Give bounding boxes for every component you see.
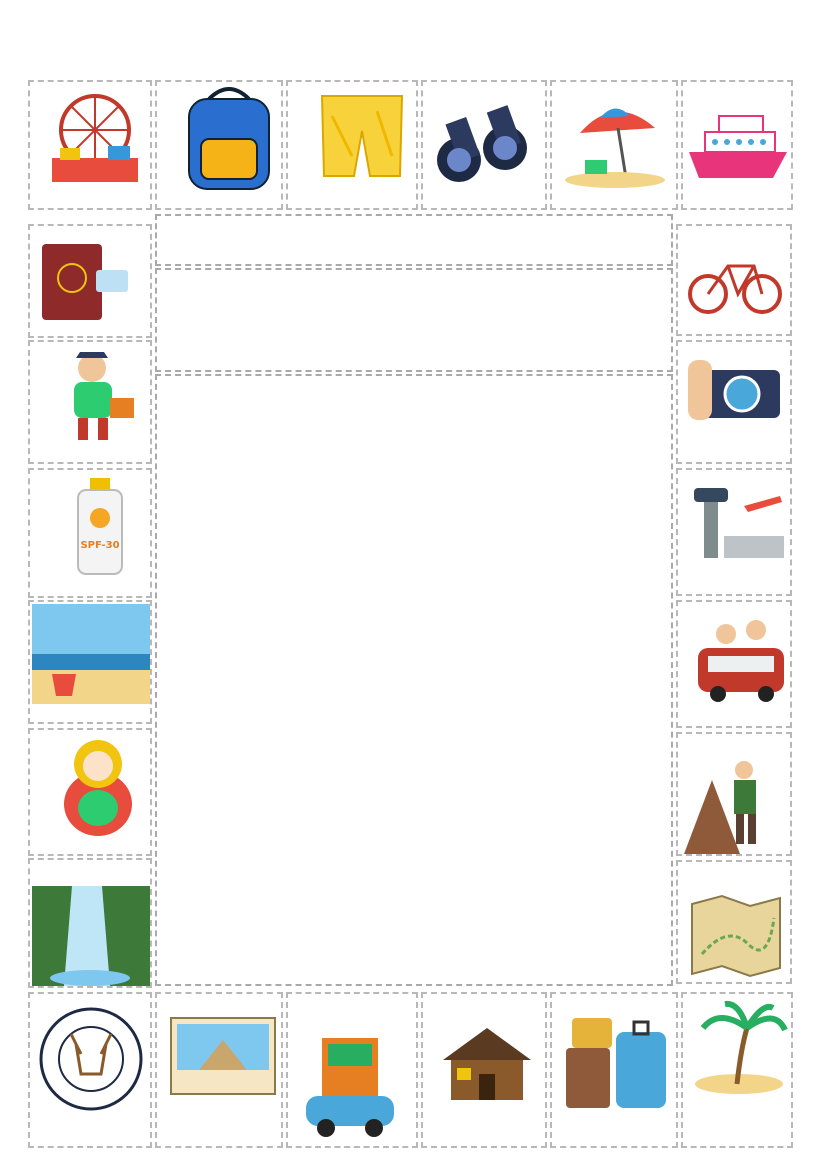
safari-club-seal-icon [36,1004,146,1114]
picture-card-22 [28,468,152,598]
picture-card-7 [676,224,792,336]
picture-card-2 [155,80,283,210]
picture-card-14 [550,992,678,1148]
hiker-icon [682,750,778,854]
picture-card-3 [286,80,418,210]
beach-umbrella-icon [560,88,670,188]
waterfall-icon [32,886,150,986]
picture-card-1 [28,80,152,210]
postcard-icon [169,1016,277,1096]
backpack-icon [179,84,279,194]
instructions-box [155,214,673,266]
bike-icon [684,246,784,316]
sunscreen-icon [70,476,130,576]
picture-card-10 [676,600,792,728]
picture-card-17 [155,992,283,1148]
car-with-luggage-icon [302,1030,398,1140]
picture-card-13 [681,992,793,1148]
picture-card-20 [28,728,152,856]
picture-card-15 [421,992,547,1148]
passport-icon [40,240,130,320]
picture-card-24 [28,224,152,338]
picture-card-11 [676,732,792,856]
airport-icon [684,476,788,566]
picture-card-18 [28,992,152,1148]
instructions-text [157,216,671,222]
picture-card-16 [286,992,418,1148]
page-title [20,4,800,70]
binoculars-icon [431,98,541,188]
swimsuit-icon [312,86,412,186]
picture-card-9 [676,468,792,596]
picture-card-8 [676,340,792,464]
picture-card-4 [421,80,547,210]
ferris-wheel-icon [40,88,150,188]
map-icon [688,894,784,978]
cruise-ship-icon [685,102,791,182]
tourist-icon [48,348,138,444]
luggage-icon [562,1008,672,1118]
verb-list-box [155,268,673,372]
picture-card-5 [550,80,678,210]
sentences-box [155,374,673,986]
tour-bus-icon [694,608,790,704]
picture-card-21 [28,600,152,724]
picture-card-6 [681,80,793,210]
svg-text:SPF-30: SPF-30 [80,540,120,551]
palm-island-icon [689,998,789,1098]
camera-icon [684,350,784,430]
picture-card-19 [28,858,152,988]
picture-card-12 [676,860,792,984]
matryoshka-icon [58,734,138,838]
log-cabin-icon [437,1024,537,1104]
seashore-icon [32,604,150,704]
picture-card-23 [28,340,152,464]
